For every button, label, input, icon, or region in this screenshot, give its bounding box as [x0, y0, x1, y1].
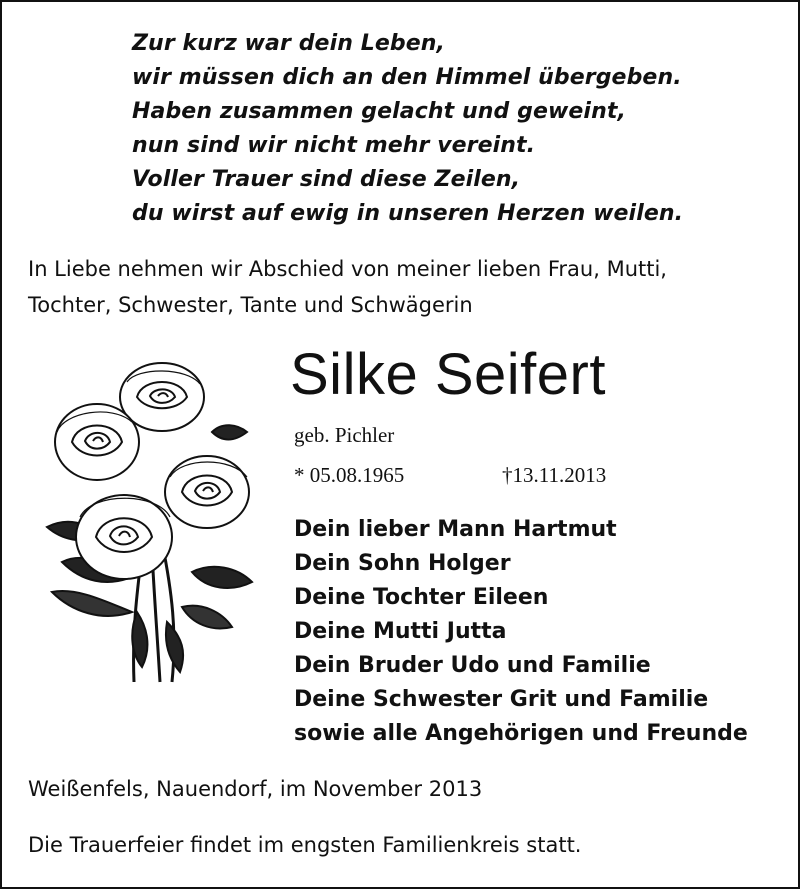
life-dates [294, 460, 606, 490]
poem-line: du wirst auf ewig in unseren Herzen weilen. [132, 201, 684, 226]
intro-line: Tochter, Schwester, Tante und Schwägerin [28, 293, 473, 317]
birth-date: * 05.08.1965 [294, 463, 405, 487]
mourners-list [294, 513, 748, 751]
maiden-name: geb. Pichler [294, 423, 395, 447]
mourner-line: Dein Bruder Udo und Familie [294, 653, 651, 678]
poem-line: Haben zusammen gelacht und geweint, [132, 99, 626, 124]
intro-text [28, 251, 667, 323]
mourner-line: Dein lieber Mann Hartmut [294, 517, 617, 542]
poem [132, 27, 683, 231]
intro-line: In Liebe nehmen wir Abschied von meiner lieben Frau, Mutti, [28, 257, 667, 281]
deceased-name: Silke Seifert [290, 342, 606, 407]
poem-line: Voller Trauer sind diese Zeilen, [132, 167, 521, 192]
mourner-line: Deine Schwester Grit und Familie [294, 687, 709, 712]
mourner-line: Deine Mutti Jutta [294, 619, 507, 644]
death-date: †13.11.2013 [502, 463, 607, 487]
funeral-note: Die Trauerfeier findet im engsten Familienkreis statt. [28, 833, 582, 857]
mourner-line: Dein Sohn Holger [294, 551, 511, 576]
poem-line: Zur kurz war dein Leben, [132, 31, 445, 56]
mourner-line: Deine Tochter Eileen [294, 585, 549, 610]
poem-line: wir müssen dich an den Himmel übergeben. [132, 65, 682, 90]
roses-bouquet-icon [42, 352, 262, 692]
mourner-line: sowie alle Angehörigen und Freunde [294, 721, 748, 746]
poem-line: nun sind wir nicht mehr vereint. [132, 133, 536, 158]
place-and-date: Weißenfels, Nauendorf, im November 2013 [28, 777, 483, 801]
